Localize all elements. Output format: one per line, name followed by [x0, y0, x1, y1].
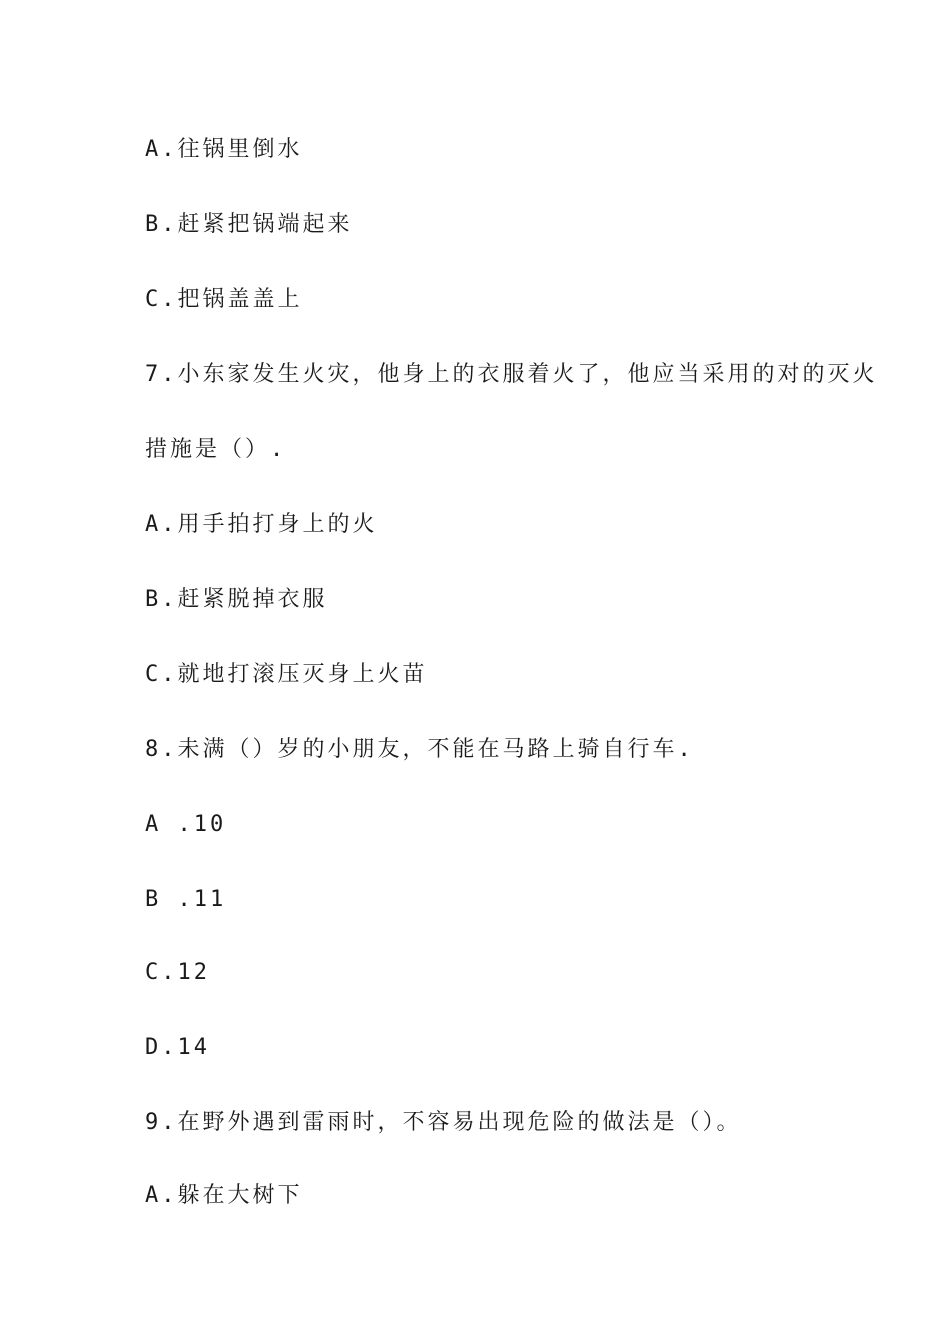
q8-question: 8.未满（）岁的小朋友，不能在马路上骑自行车.: [145, 737, 694, 762]
q9-option-a: A.躲在大树下: [145, 1183, 303, 1208]
q8-option-d: D.14: [145, 1035, 210, 1060]
q7-question: 7.小东家发生火灾，他身上的衣服着火了，他应当采用的对的灭火: [145, 362, 878, 387]
q7-option-a: A.用手拍打身上的火: [145, 512, 378, 537]
q7-option-b: B.赶紧脱掉衣服: [145, 587, 328, 612]
q7-option-c: C.就地打滚压灭身上火苗: [145, 662, 428, 687]
q9-question: 9.在野外遇到雷雨时，不容易出现危险的做法是（）。: [145, 1110, 742, 1135]
q6-option-c: C.把锅盖盖上: [145, 287, 303, 312]
q8-option-c: C.12: [145, 960, 210, 985]
q8-option-b: B .11: [145, 887, 227, 912]
q6-option-b: B.赶紧把锅端起来: [145, 212, 353, 237]
q8-option-a: A .10: [145, 812, 227, 837]
q7-question-cont: 措施是（）.: [145, 437, 287, 462]
q6-option-a: A.往锅里倒水: [145, 137, 303, 162]
